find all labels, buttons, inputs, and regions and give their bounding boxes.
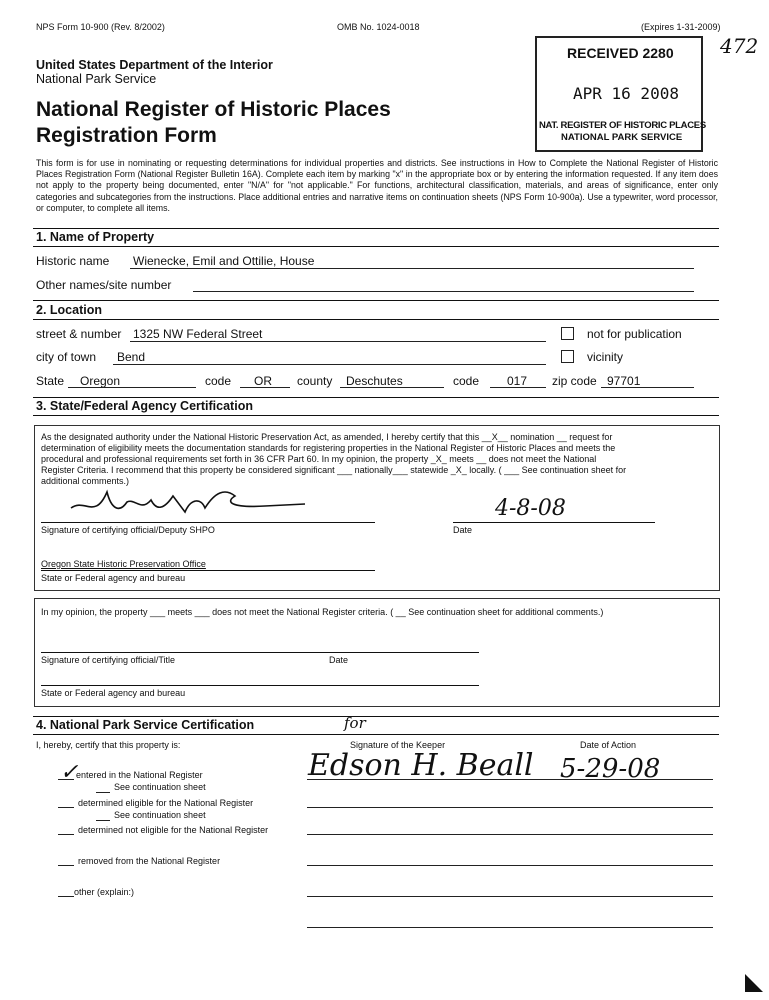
entered-checkmark[interactable]: ✓ — [60, 760, 79, 785]
cert-line-3: procedural and professional requirements set forth in 36 CFR Part 60. In my opinion, the property _X_ meets __ does not meet the National — [41, 454, 597, 464]
zip-label: zip code — [552, 374, 597, 388]
department-name: United States Department of the Interior — [36, 58, 273, 72]
street-value[interactable]: 1325 NW Federal Street — [133, 327, 263, 341]
intro-paragraph: This form is for use in nominating or requesting determinations for individual properties and districts. See instructions in How to Complete the National Register of Historic Places Registration Form (National Register Bulletin 16A). Complete each item by marking "x" in the appropriate box or by entering the information requested. If any item does not apply to the property being documented, enter "N/A" for "not applicable." For functions, architectural classification, materials, and areas of significance, enter only categories and subcategories from the instructions. Place additional entries and narrative items on continuation sheets (NPS Form 10-900a). Use a typewriter, word processor, or computer, to complete all items. — [36, 158, 718, 213]
vicinity-label: vicinity — [587, 350, 624, 364]
other-names-label: Other names/site number — [36, 278, 172, 292]
county-label: county — [297, 374, 333, 388]
form-title: National Register of Historic Places — [36, 98, 391, 121]
section4-heading: 4. National Park Service Certification — [36, 718, 255, 732]
keeper-signature: Edson H. Beall — [308, 748, 534, 783]
date-label: Date — [453, 525, 473, 535]
date2-label: Date — [329, 655, 349, 665]
item-other: other (explain:) — [74, 887, 135, 897]
item-entered-continuation: See continuation sheet — [114, 782, 206, 792]
state-label: State — [36, 374, 65, 388]
certify-text: I, hereby, certify that this property is: — [36, 740, 181, 750]
action-date-value[interactable]: 5-29-08 — [560, 754, 661, 784]
action-date-label: Date of Action — [580, 740, 637, 750]
cert-line-4: Register Criteria. I recommend that this property be considered significant ___ nationally___ statewide _X_ locally. ( ___ See continuation sheet for — [41, 465, 627, 475]
opinion-text: In my opinion, the property ___ meets ___ does not meet the National Register criteria. ( __ See continuation sheet for additional comments.) — [41, 607, 604, 617]
signature-label: Signature of certifying official/Deputy SHPO — [41, 525, 215, 535]
item-entered: entered in the National Register — [76, 770, 203, 780]
item-not-eligible: determined not eligible for the National Register — [78, 825, 269, 835]
keeper-label: Signature of the Keeper — [350, 740, 446, 750]
omb-number: OMB No. 1024-0018 — [337, 22, 420, 32]
form-subtitle: Registration Form — [36, 124, 217, 147]
not-for-publication-label: not for publication — [587, 327, 682, 341]
section2-heading: 2. Location — [36, 303, 102, 317]
agency2-label: State or Federal agency and bureau — [41, 688, 186, 698]
state-value[interactable]: Oregon — [80, 374, 121, 388]
agency-label: State or Federal agency and bureau — [41, 573, 186, 583]
cert-line-2: determination of eligibility meets the documentation standards for registering properties in the National Register of Historic Places and meets the — [41, 443, 616, 453]
stamp-line1: NAT. REGISTER OF HISTORIC PLACES — [539, 120, 706, 131]
received-stamp — [535, 36, 706, 152]
signature2-label: Signature of certifying official/Title — [41, 655, 176, 665]
not-for-publication-checkbox[interactable] — [561, 327, 574, 340]
stamp-received: RECEIVED 2280 — [567, 45, 674, 61]
item-eligible-continuation: See continuation sheet — [114, 810, 206, 820]
state-code-value[interactable]: OR — [254, 374, 272, 388]
historic-name-value[interactable]: Wienecke, Emil and Ottilie, House — [133, 254, 315, 268]
item-eligible: determined eligible for the National Register — [78, 798, 254, 808]
state-code-label: code — [205, 374, 232, 388]
other-names-field[interactable] — [193, 291, 694, 292]
historic-name-label: Historic name — [36, 254, 110, 268]
service-name: National Park Service — [36, 72, 157, 86]
item-removed: removed from the National Register — [78, 856, 221, 866]
state-certification-box — [34, 425, 720, 591]
corner-mark-icon — [743, 972, 765, 994]
zip-value[interactable]: 97701 — [607, 374, 641, 388]
form-number: NPS Form 10-900 (Rev. 8/2002) — [36, 22, 165, 32]
section1-heading: 1. Name of Property — [36, 230, 155, 244]
agency-name: Oregon State Historic Preservation Office — [41, 559, 206, 569]
street-label: street & number — [36, 327, 122, 341]
opinion-box — [34, 598, 720, 707]
cert-line-5: additional comments.) — [41, 476, 130, 486]
cert-date-value[interactable]: 4-8-08 — [495, 496, 566, 521]
expiration-date: (Expires 1-31-2009) — [641, 22, 721, 32]
vicinity-checkbox[interactable] — [561, 350, 574, 363]
city-value[interactable]: Bend — [117, 350, 146, 364]
stamp-date: APR 16 2008 — [573, 84, 679, 103]
shpo-signature — [65, 478, 315, 526]
county-code-label: code — [453, 374, 480, 388]
county-code-value[interactable]: 017 — [507, 374, 528, 388]
stamp-line2: NATIONAL PARK SERVICE — [561, 132, 683, 143]
handwritten-number: 472 — [720, 34, 759, 58]
for-note: for — [344, 714, 366, 732]
city-label: city of town — [36, 350, 97, 364]
county-value[interactable]: Deschutes — [346, 374, 403, 388]
section3-heading: 3. State/Federal Agency Certification — [36, 399, 253, 413]
cert-line-1: As the designated authority under the National Historic Preservation Act, as amended, I hereby certify that this __X__ nomination __ request for — [41, 432, 613, 442]
